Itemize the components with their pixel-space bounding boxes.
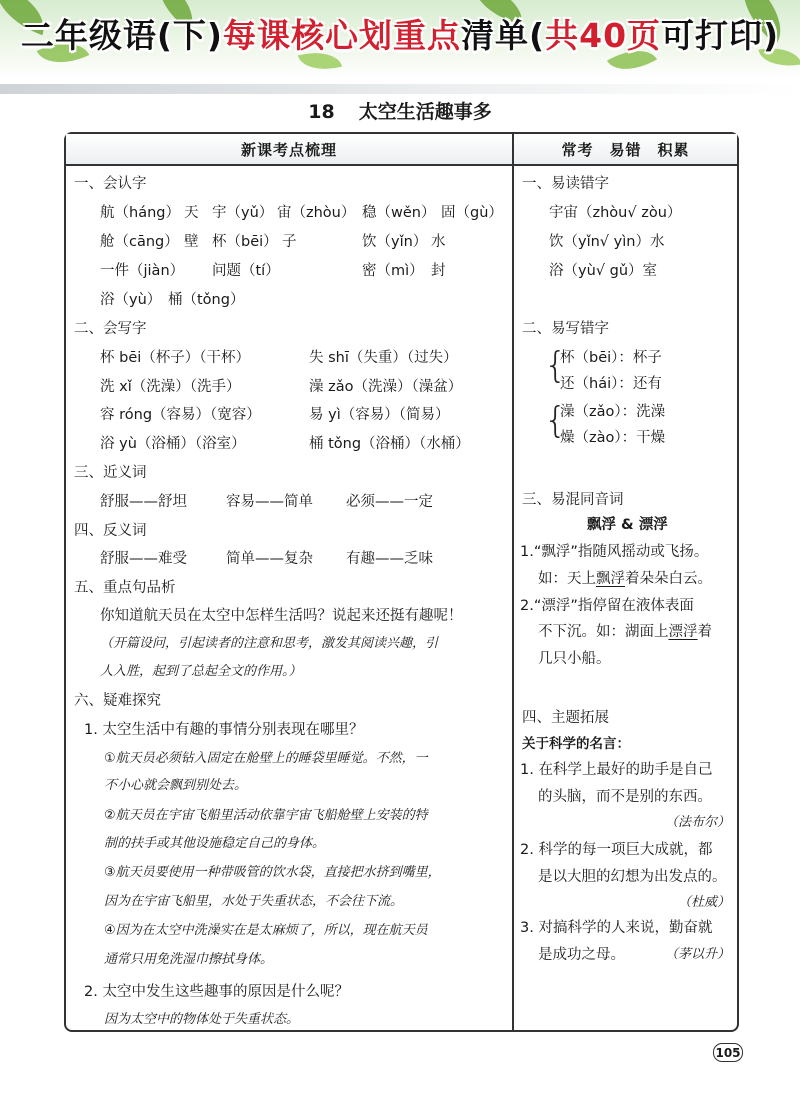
sentence-analysis: （开篇设问，引起读者的注意和思考，激发其阅读兴趣，引 (100, 636, 439, 651)
write-item: 杯 bēi（杯子）（干杯） (100, 350, 251, 366)
char-item: 水 (431, 234, 446, 250)
char-item: 固（gù） (441, 205, 503, 221)
lesson-name: 太空生活趣事多 (358, 101, 492, 123)
char-item: 问题（tí） (212, 263, 280, 279)
miswrite-item: 澡（zǎo）：洗澡 (560, 404, 666, 420)
miswrite-item: 杯（bēi）：杯子 (560, 350, 662, 366)
homophone-pair: 飘浮 & 漂浮 (587, 517, 668, 533)
example-text: 如：天上 (538, 571, 596, 587)
answer-line: ②航天员在宇宙飞船里活动依靠宇宙飞船舱壁上安装的特 (104, 808, 428, 823)
write-item: 洗 xǐ（洗澡）（洗手） (100, 379, 241, 395)
quote-author: （茅以升） (665, 947, 731, 962)
char-item: 稳（wěn） (362, 205, 436, 221)
definition-line: 1.“飘浮”指随风摇动或飞扬。 (520, 544, 709, 560)
column-divider (512, 132, 514, 1032)
page-number: 105 (713, 1043, 743, 1062)
example-line: 几只小船。 (538, 651, 611, 667)
char-item: 天 (184, 205, 199, 221)
example-line (538, 622, 712, 642)
header-stripe (0, 84, 800, 94)
section-title: 二、会写字 (74, 321, 147, 337)
miswrite-item: 燥（zào）：干燥 (560, 430, 666, 446)
example-line (538, 569, 712, 589)
synonym-pair: 舒服——舒坦 (100, 494, 187, 510)
write-item: 容 róng（容易）（宽容） (100, 407, 261, 423)
sentence-analysis: 人入胜，起到了总起全文的作用。） (100, 664, 302, 679)
quote-line: 是以大胆的幻想为出发点的。 (538, 869, 727, 885)
misread-item: 饮（yǐn√ yìn）水 (549, 234, 665, 250)
quote-line: 2. 科学的每一项巨大成就，都 (520, 842, 713, 858)
definition-line: 2.“漂浮”指停留在液体表面 (520, 598, 694, 614)
antonym-pair: 有趣——乏味 (346, 551, 433, 567)
section-title: 四、主题拓展 (522, 710, 609, 726)
write-item: 失 shī（失重）（过失） (309, 350, 458, 366)
quote-author: （法布尔） (665, 815, 731, 830)
char-item: 饮（yǐn） (362, 234, 428, 250)
synonym-pair: 必须——一定 (346, 494, 433, 510)
brace-mark: { (544, 345, 567, 386)
section-title: 二、易写错字 (522, 321, 609, 337)
underlined-word: 飘浮 (596, 571, 625, 587)
quote-line: 是成功之母。 (538, 947, 625, 963)
top-banner (0, 0, 800, 78)
write-item: 桶 tǒng（浴桶）（水桶） (309, 436, 470, 452)
char-item: 子 (282, 234, 297, 250)
banner-list: 清单( (461, 16, 546, 55)
char-item: 桶（tǒng） (168, 292, 245, 308)
section-title: 三、近义词 (74, 465, 147, 481)
char-item: 密（mì） (362, 263, 424, 279)
quote-line: 1. 在科学上最好的助手是自己 (520, 762, 713, 778)
question: 1. 太空生活中有趣的事情分别表现在哪里？ (84, 722, 364, 738)
quotes-heading: 关于科学的名言： (522, 736, 630, 752)
banner-highlight: 每课核心划重点 (223, 16, 462, 55)
char-item: 封 (431, 263, 446, 279)
underlined-word: 漂浮 (668, 624, 698, 640)
section-title: 一、会认字 (74, 176, 147, 192)
answer-line: ④因为在太空中洗澡实在是太麻烦了，所以，现在航天员 (104, 923, 428, 938)
right-column-header: 常考 易错 积累 (514, 134, 737, 166)
write-item: 易 yì（容易）（简易） (309, 407, 450, 423)
banner-title (0, 10, 800, 57)
answer-line: 通常只用免洗湿巾擦拭身体。 (104, 952, 274, 967)
banner-pages: 共40页 (545, 16, 662, 55)
char-item: 壁 (184, 234, 199, 250)
question: 2. 太空中发生这些趣事的原因是什么呢？ (84, 984, 349, 1000)
banner-printable: 可打印) (661, 16, 780, 55)
quote-line: 3. 对搞科学的人来说，勤奋就 (520, 920, 713, 936)
section-title: 一、易读错字 (522, 176, 609, 192)
antonym-pair: 简单——复杂 (226, 551, 313, 567)
section-title: 四、反义词 (74, 523, 147, 539)
char-item: 航（háng） (100, 205, 180, 221)
quote-author: （杜威） (678, 895, 731, 910)
miswrite-item: 还（hái）：还有 (560, 376, 662, 392)
write-item: 澡 zǎo（洗澡）（澡盆） (309, 379, 463, 395)
section-title: 三、易混同音词 (522, 492, 624, 508)
char-item: 宙（zhòu） (277, 205, 356, 221)
brace-mark: { (544, 400, 567, 441)
answer-line: 制的扶手或其他设施稳定自己的身体。 (104, 836, 326, 851)
key-sentence: 你知道航天员在太空中怎样生活吗？说起来还挺有趣呢！ (100, 608, 463, 624)
section-title: 五、重点句品析 (74, 580, 176, 596)
banner-grade: 二年级语(下) (20, 16, 224, 55)
synonym-pair: 容易——简单 (226, 494, 313, 510)
char-item: 舱（cāng） (100, 234, 179, 250)
example-text: 着 (697, 624, 712, 640)
quote-line: 的头脑，而不是别的东西。 (538, 789, 712, 805)
example-text: 不下沉。如：湖面上 (538, 624, 669, 640)
char-item: 一件（jiàn） (100, 263, 185, 279)
answer-line: ③航天员要使用一种带吸管的饮水袋，直接把水挤到嘴里， (104, 865, 441, 880)
char-item: 宇（yǔ） (212, 205, 274, 221)
char-item: 浴（yù） (100, 292, 162, 308)
misread-item: 宇宙（zhòu√ zòu） (549, 205, 682, 221)
lesson-title (0, 97, 800, 124)
answer-line: 因为太空中的物体处于失重状态。 (104, 1012, 300, 1027)
example-text: 着朵朵白云。 (625, 571, 712, 587)
antonym-pair: 舒服——难受 (100, 551, 187, 567)
answer-line: 不小心就会飘到别处去。 (104, 778, 248, 793)
left-column-header: 新课考点梳理 (66, 134, 512, 166)
write-item: 浴 yù（浴桶）（浴室） (100, 436, 246, 452)
answer-line: 因为在宇宙飞船里，水处于失重状态，不会往下流。 (104, 894, 404, 909)
misread-item: 浴（yù√ gǔ）室 (549, 263, 658, 279)
answer-line: ①航天员必须钻入固定在舱壁上的睡袋里睡觉。不然，一 (104, 751, 428, 766)
section-title: 六、疑难探究 (74, 693, 161, 709)
lesson-number: 18 (308, 101, 335, 123)
char-item: 杯（bēi） (212, 234, 278, 250)
